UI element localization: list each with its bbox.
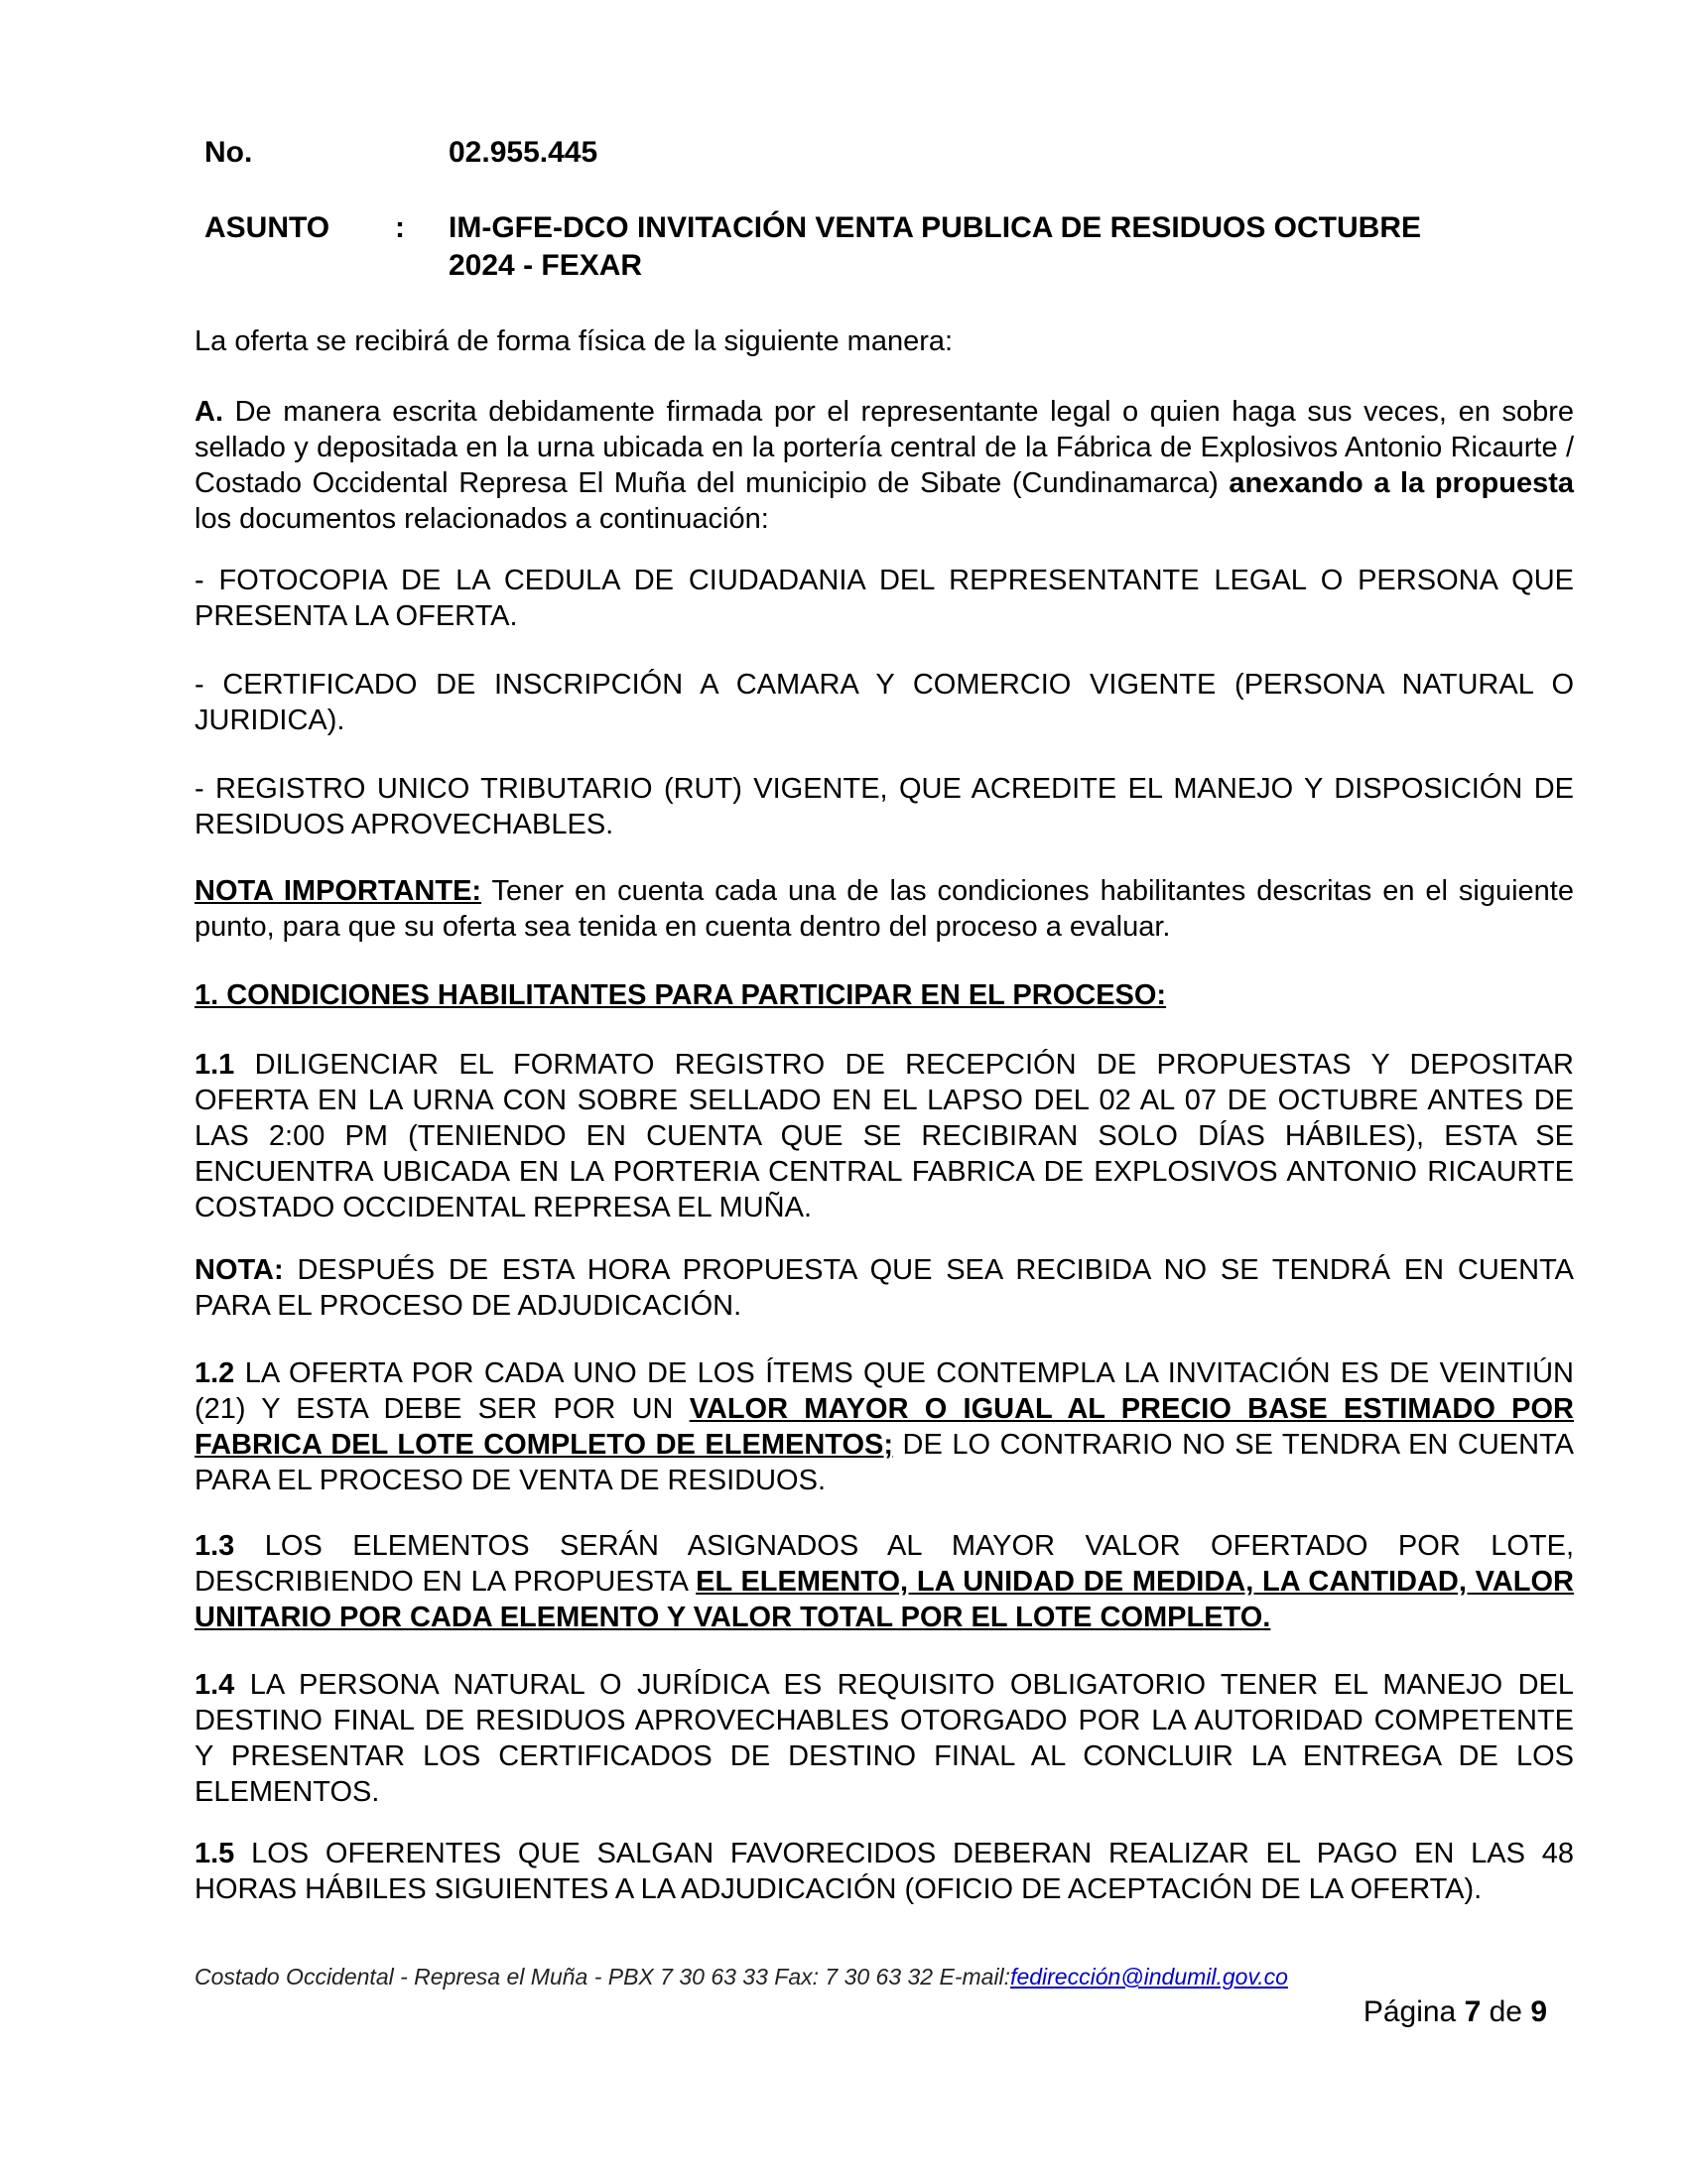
item-1-5-text: LOS OFERENTES QUE SALGAN FAVORECIDOS DEBERAN REALIZAR EL PAGO EN LAS 48 HORAS HÁBILES SIGUIENTES A LA ADJUDICACIÓN (OFICIO DE ACEPTACIÓN DE LA OFERTA).: [195, 1838, 1574, 1905]
item-1-3-emphasis: EL ELEMENTO, LA UNIDAD DE MEDIDA, LA CANTIDAD, VALOR UNITARIO POR CADA ELEMENTO Y VALOR TOTAL POR EL LOTE COMPLETO.: [195, 1566, 1575, 1633]
nota-text: DESPUÉS DE ESTA HORA PROPUESTA QUE SEA RECIBIDA NO SE TENDRÁ EN CUENTA PARA EL PROCESO DE ADJUDICACIÓN.: [195, 1254, 1574, 1322]
nota-importante-label: NOTA IMPORTANTE:: [195, 875, 482, 907]
nota-importante-paragraph: [195, 873, 1574, 945]
nota-label: NOTA:: [195, 1254, 284, 1286]
item-1-4-number: 1.4: [195, 1669, 235, 1701]
item-1-1: [195, 1047, 1574, 1225]
intro-text: La oferta se recibirá de forma física de la siguiente manera:: [195, 325, 954, 357]
asunto-colon: :: [395, 211, 405, 244]
nota-paragraph: [195, 1252, 1574, 1324]
section-1-title: [195, 977, 1574, 1013]
item-1-3: [195, 1528, 1574, 1635]
item-1-2-emphasis: VALOR MAYOR O IGUAL AL PRECIO BASE ESTIMADO POR FABRICA DEL LOTE COMPLETO DE ELEMENTOS;: [195, 1393, 1574, 1461]
doc-item-2: - CERTIFICADO DE INSCRIPCIÓN A CAMARA Y COMERCIO VIGENTE (PERSONA NATURAL O JURIDICA).: [195, 669, 1574, 736]
asunto-line-1: IM-GFE-DCO INVITACIÓN VENTA PUBLICA DE RESIDUOS OCTUBRE: [449, 211, 1422, 244]
item-1-2-text-2: DE LO CONTRARIO NO SE TENDRA EN CUENTA PARA EL PROCESO DE VENTA DE RESIDUOS.: [195, 1429, 1574, 1496]
nota-importante-text: Tener en cuenta cada una de las condiciones habilitantes descritas en el siguiente punto, para que su oferta sea tenida en cuenta dentro del proceso a evaluar.: [195, 875, 1574, 943]
item-1-1-number: 1.1: [195, 1049, 235, 1081]
item-1-2-number: 1.2: [195, 1357, 235, 1389]
asunto-label: ASUNTO: [204, 211, 330, 244]
item-1-3-text-1: LOS ELEMENTOS SERÁN ASIGNADOS AL MAYOR VALOR OFERTADO POR LOTE, DESCRIBIENDO EN LA PROPUESTA: [195, 1530, 1574, 1598]
page-current: 7: [1464, 1995, 1482, 2028]
asunto-line-2: 2024 - FEXAR: [449, 249, 643, 282]
no-value: 02.955.445: [449, 136, 598, 169]
item-1-3-number: 1.3: [195, 1530, 235, 1562]
section-a-text-1: De manera escrita debidamente firmada por el representante legal o quien haga sus veces, en sobre sellado y depositada en la urna ubicada en la portería central de la Fábrica de Explosivos Antonio Ricaurte / Costado Occidental Represa El Muña del municipio de Sibate (Cundinamarca): [195, 396, 1574, 499]
section-a-text-2: los documentos relacionados a continuación:: [195, 503, 769, 535]
item-1-4-text: LA PERSONA NATURAL O JURÍDICA ES REQUISITO OBLIGATORIO TENER EL MANEJO DEL DESTINO FINAL DE RESIDUOS APROVECHABLES OTORGADO POR LA AUTORIDAD COMPETENTE Y PRESENTAR LOS CERTIFICADOS DE DESTINO FINAL AL CONCLUIR LA ENTREGA DE LOS ELEMENTOS.: [195, 1669, 1574, 1808]
no-label: No.: [204, 136, 253, 169]
section-1-title-text: 1. CONDICIONES HABILITANTES PARA PARTICIPAR EN EL PROCESO:: [195, 979, 1167, 1011]
footer-address: [195, 1964, 1288, 1991]
item-1-5: [195, 1836, 1574, 1907]
doc-item-1: - FOTOCOPIA DE LA CEDULA DE CIUDADANIA DEL REPRESENTANTE LEGAL O PERSONA QUE PRESENTA LA OFERTA.: [195, 565, 1574, 632]
page-total: 9: [1530, 1995, 1547, 2028]
footer-email-link[interactable]: fedirección@indumil.gov.co: [1010, 1964, 1288, 1990]
section-a-marker: A.: [195, 396, 223, 428]
item-1-2-text-1: LA OFERTA POR CADA UNO DE LOS ÍTEMS QUE CONTEMPLA LA INVITACIÓN ES DE VEINTIÚN (21) Y ESTA DEBE SER POR UN: [195, 1357, 1574, 1425]
footer-address-text: Costado Occidental - Represa el Muña - PBX 7 30 63 33 Fax: 7 30 63 32 E-mail:: [195, 1964, 1011, 1990]
item-1-4: [195, 1667, 1574, 1810]
page-prefix: Página: [1363, 1995, 1465, 2028]
item-1-2: [195, 1355, 1574, 1498]
item-1-5-number: 1.5: [195, 1838, 235, 1869]
doc-item-3: - REGISTRO UNICO TRIBUTARIO (RUT) VIGENTE, QUE ACREDITE EL MANEJO Y DISPOSICIÓN DE RESIDUOS APROVECHABLES.: [195, 773, 1574, 840]
item-1-1-text: DILIGENCIAR EL FORMATO REGISTRO DE RECEPCIÓN DE PROPUESTAS Y DEPOSITAR OFERTA EN LA URNA CON SOBRE SELLADO EN EL LAPSO DEL 02 AL 07 DE OCTUBRE ANTES DE LAS 2:00 PM (TENIENDO EN CUENTA QUE SE RECIBIRAN SOLO DÍAS HÁBILES), ESTA SE ENCUENTRA UBICADA EN LA PORTERIA CENTRAL FABRICA DE EXPLOSIVOS ANTONIO RICAURTE COSTADO OCCIDENTAL REPRESA EL MUÑA.: [195, 1049, 1574, 1223]
page-number: [1363, 1995, 1547, 2029]
page-middle: de: [1481, 1995, 1531, 2028]
section-a-bold: anexando a la propuesta: [1229, 467, 1575, 499]
section-a-paragraph: [195, 394, 1574, 537]
